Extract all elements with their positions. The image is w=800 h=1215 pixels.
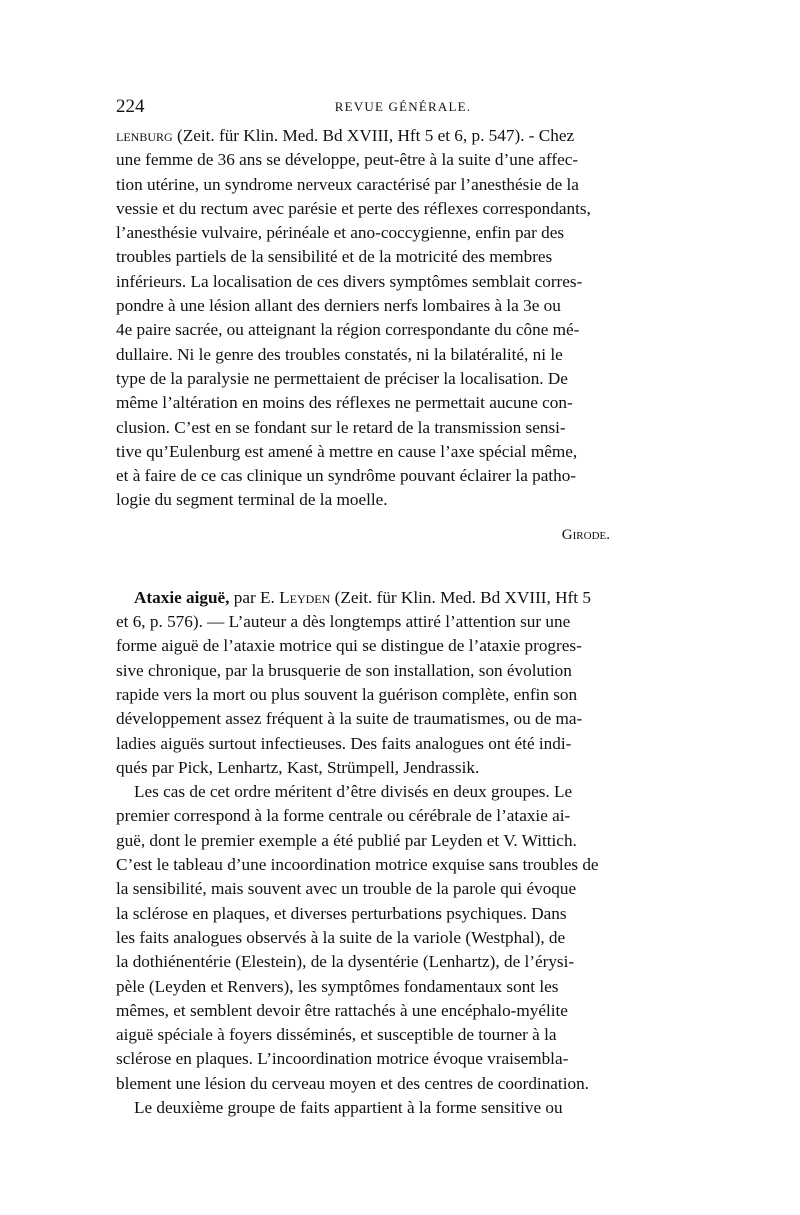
text-line: qués par Pick, Lenhartz, Kast, Strümpell, Jendrassik. xyxy=(116,757,480,777)
text-line: pèle (Leyden et Renvers), les symptômes fondamentaux sont les xyxy=(116,976,559,996)
text-line: et 6, p. 576). — L’auteur a dès longtemps attiré l’attention sur une xyxy=(116,612,571,632)
text-line: dullaire. Ni le genre des troubles constatés, ni la bilatéralité, ni le xyxy=(116,344,563,364)
text-line: C’est le tableau d’une incoordination motrice exquise sans troubles de xyxy=(116,855,599,875)
text-line: la dothiénentérie (Elestein), de la dysentérie (Lenhartz), de l’érysi- xyxy=(116,952,575,972)
text-line: sive chronique, par la brusquerie de son installation, son évolution xyxy=(116,660,572,680)
text-line: la sclérose en plaques, et diverses perturbations psychiques. Dans xyxy=(116,903,567,923)
author-tail: lenburg xyxy=(116,126,173,145)
text-line: pondre à une lésion allant des derniers nerfs lombaires à la 3e ou xyxy=(116,296,561,316)
text-line: tion utérine, un syndrome nerveux caractérisé par l’anesthésie de la xyxy=(116,174,579,194)
text-line: même l’altération en moins des réflexes ne permettait aucune con- xyxy=(116,393,573,413)
text-line: les faits analogues observés à la suite de la variole (Westphal), de xyxy=(116,927,566,947)
review-title: Ataxie aiguë, xyxy=(134,587,230,607)
running-head xyxy=(116,96,690,124)
text-line: Le deuxième groupe de faits appartient à la forme sensitive ou xyxy=(134,1097,563,1117)
text-line: ladies aiguës surtout infectieuses. Des faits analogues ont été indi- xyxy=(116,733,572,753)
review-leyden-paragraph-3 xyxy=(116,1096,690,1120)
review-eulenburg-text xyxy=(116,124,690,513)
review-leyden-paragraph-1 xyxy=(116,586,690,780)
text-line: aiguë spéciale à foyers disséminés, et susceptible de tourner à la xyxy=(116,1025,557,1045)
text-line: guë, dont le premier exemple a été publié par Leyden et V. Wittich. xyxy=(116,830,577,850)
citation: (Zeit. für Klin. Med. Bd XVIII, Hft 5 et 6, p. 547). xyxy=(176,126,525,145)
text-line: l’anesthésie vulvaire, périnéale et ano-coccygienne, enfin par des xyxy=(116,223,565,243)
page-number: 224 xyxy=(116,96,145,117)
journal-title: REVUE GÉNÉRALE. xyxy=(334,99,472,114)
text-line: Les cas de cet ordre méritent d’être divisés en deux groupes. Le xyxy=(134,782,573,802)
review-leyden-paragraph-2 xyxy=(116,780,690,1096)
text-line: clusion. C’est en se fondant sur le retard de la transmission sensi- xyxy=(116,417,566,437)
review-eulenburg xyxy=(116,124,690,544)
text-line: troubles partiels de la sensibilité et de la motricité des membres xyxy=(116,247,553,267)
text-line: tive qu’Eulenburg est amené à mettre en cause l’axe spécial même, xyxy=(116,441,578,461)
text-line: forme aiguë de l’ataxie motrice qui se distingue de l’ataxie progres- xyxy=(116,636,582,656)
text-line: blement une lésion du cerveau moyen et des centres de coordination. xyxy=(116,1073,589,1093)
text-line: vessie et du rectum avec parésie et perte des réflexes correspondants, xyxy=(116,198,591,218)
text-line: rapide vers la mort ou plus souvent la guérison complète, enfin son xyxy=(116,684,578,704)
text-line xyxy=(116,124,690,148)
text-line: une femme de 36 ans se développe, peut-être à la suite d’une affec- xyxy=(116,150,579,170)
text-line: et à faire de ce cas clinique un syndrôme pouvant éclairer la patho- xyxy=(116,466,577,486)
text-line: mêmes, et semblent devoir être rattachés à une encéphalo-myélite xyxy=(116,1000,568,1020)
page xyxy=(116,96,690,1120)
review-leyden xyxy=(116,586,690,1121)
text-line: sclérose en plaques. L’incoordination motrice évoque vraisembla- xyxy=(116,1049,569,1069)
text-line: développement assez fréquent à la suite de traumatismes, ou de ma- xyxy=(116,709,583,729)
text-line: 4e paire sacrée, ou atteignant la région correspondante du cône mé- xyxy=(116,320,580,340)
text-line: premier correspond à la forme centrale ou cérébrale de l’ataxie ai- xyxy=(116,806,571,826)
text-line: inférieurs. La localisation de ces divers symptômes semblait corres- xyxy=(116,271,583,291)
text-span: par E. xyxy=(229,587,280,607)
citation: (Zeit. für Klin. Med. Bd XVIII, Hft 5 xyxy=(330,587,591,607)
text-line: la sensibilité, mais souvent avec un trouble de la parole qui évoque xyxy=(116,879,577,899)
text-span: - Chez xyxy=(524,126,575,145)
text-line xyxy=(116,586,690,610)
signature: Girode. xyxy=(561,526,610,543)
text-line: logie du segment terminal de la moelle. xyxy=(116,490,388,510)
author: Leyden xyxy=(279,587,331,607)
text-line: type de la paralysie ne permettaient de préciser la localisation. De xyxy=(116,368,568,388)
